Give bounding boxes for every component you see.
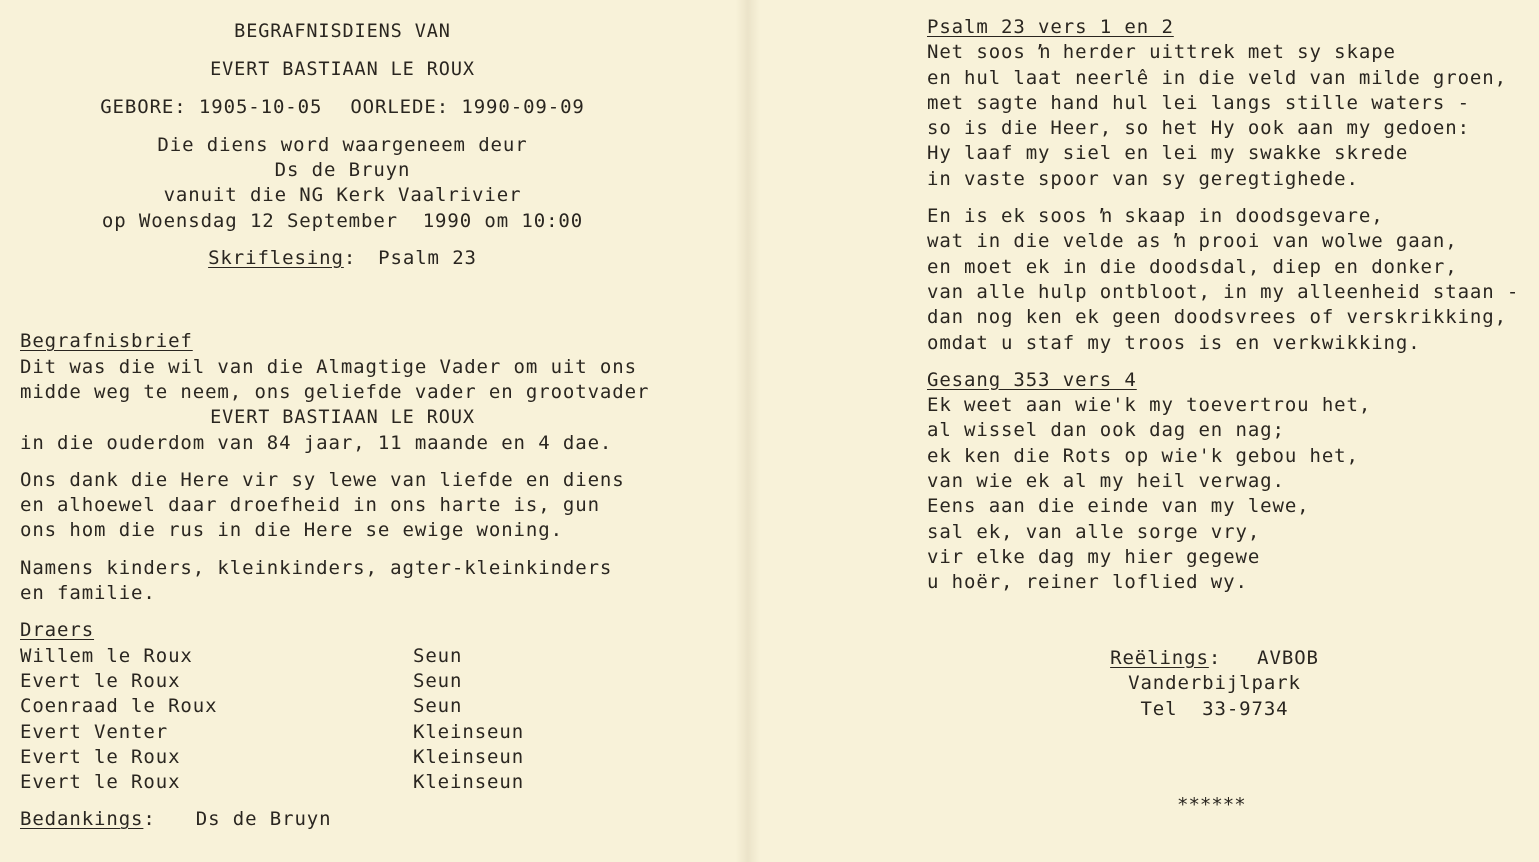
arrangements-value: AVBOB — [1257, 647, 1319, 669]
psalm-line: dan nog ken ek geen doodsvrees of verskrikking, — [927, 306, 1507, 329]
bearer-relation: Kleinseun — [413, 771, 525, 794]
birth-date: GEBORE: 1905-10-05 — [100, 95, 323, 118]
letter-line: Namens kinders, kleinkinders, agter-kleinkinders — [20, 556, 613, 579]
bearer-relation: Seun — [413, 695, 463, 718]
psalm-line: in vaste spoor van sy geregtighede. — [927, 167, 1359, 190]
bearer-relation: Kleinseun — [413, 745, 525, 768]
bearer-relation: Seun — [413, 644, 463, 667]
bearer-name: Evert Venter — [20, 720, 169, 743]
bearers-list — [20, 644, 725, 796]
thanks-value: Ds de Bruyn — [195, 808, 332, 831]
hymn-line: vir elke dag my hier gegewe — [927, 545, 1261, 568]
left-page — [20, 0, 725, 862]
letter-line: Dit was die wil van die Almagtige Vader om uit ons — [20, 355, 637, 378]
psalm-line: wat in die velde as ŉ prooi van wolwe gaan, — [927, 230, 1458, 253]
psalm-line: omdat u staf my troos is en verkwikking. — [927, 331, 1421, 354]
psalm-line: van alle hulp ontbloot, in my alleenheid staan - — [927, 280, 1520, 303]
hymn-line: Eens aan die einde van my lewe, — [927, 495, 1310, 518]
bearer-relation: Kleinseun — [413, 720, 525, 743]
letter-line: midde weg te neem, ons geliefde vader en grootvader — [20, 380, 650, 403]
service-line: vanuit die NG Kerk Vaalrivier — [163, 184, 522, 207]
arrangements-block — [1107, 646, 1322, 722]
arrangements-line — [1107, 646, 1322, 671]
psalm-line: Net soos ŉ herder uittrek met sy skape — [927, 41, 1396, 64]
hymn-line: u hoër, reiner loflied wy. — [927, 571, 1248, 594]
bearer-name: Evert le Roux — [20, 771, 181, 794]
funeral-letter-title: Begrafnisbrief — [20, 330, 193, 353]
thanks-sep: : — [143, 808, 156, 831]
end-mark: ****** — [1177, 794, 1246, 816]
scripture-reading-sep: : — [343, 247, 357, 270]
scripture-reading-label: Skriflesing — [208, 247, 344, 270]
arrangements-city: Vanderbijlpark — [1128, 672, 1301, 695]
letter-deceased-name: EVERT BASTIAAN LE ROUX — [210, 407, 475, 429]
hymn-line: Ek weet aan wie'k my toevertrou het, — [927, 394, 1372, 417]
psalm-line: so is die Heer, so het Hy ook aan my gedoen: — [927, 117, 1470, 140]
service-line: Die diens word waargeneem deur — [157, 133, 528, 156]
bearer-name: Evert le Roux — [20, 669, 181, 692]
hymn-line: al wissel dan ook dag en nag; — [927, 419, 1285, 442]
letter-line: en alhoewel daar droefheid in ons harte is, gun — [20, 494, 600, 517]
service-line: op Woensdag 12 September 1990 om 10:00 — [101, 209, 584, 232]
bearer-name: Coenraad le Roux — [20, 695, 218, 718]
thanks-line — [20, 807, 725, 832]
life-dates — [20, 95, 665, 120]
psalm-line: Hy laaf my siel en lei my swakke skrede — [927, 142, 1409, 165]
scripture-reading — [20, 246, 665, 271]
hymn-line: sal ek, van alle sorge vry, — [927, 520, 1261, 543]
service-line: Ds de Bruyn — [274, 159, 411, 182]
right-page — [927, 0, 1532, 862]
psalm-section — [927, 15, 1532, 356]
hymn-line: van wie ek al my heil verwag. — [927, 470, 1285, 493]
arrangements-label: Reëlings — [1110, 647, 1209, 669]
scripture-reading-value: Psalm 23 — [378, 247, 477, 270]
letter-line: in die ouderdom van 84 jaar, 11 maande en 4 dae. — [20, 431, 613, 454]
psalm-line: En is ek soos ŉ skaap in doodsgevare, — [927, 205, 1384, 228]
bearer-name: Evert le Roux — [20, 745, 181, 768]
hymn-line: ek ken die Rots op wie'k gebou het, — [927, 444, 1359, 467]
arrangements-phone: Tel 33-9734 — [1140, 697, 1289, 720]
psalm-line: en moet ek in die doodsdal, diep en donker, — [927, 255, 1458, 278]
bearers-section — [20, 618, 725, 795]
service-title: BEGRAFNISDIENS VAN — [234, 21, 451, 42]
thanks-label: Bedankings — [20, 808, 144, 831]
bearer-name: Willem le Roux — [20, 644, 193, 667]
death-date: OORLEDE: 1990-09-09 — [350, 95, 585, 118]
psalm-line: met sagte hand hul lei langs stille waters - — [927, 91, 1470, 114]
hymn-title: Gesang 353 vers 4 — [927, 368, 1137, 391]
psalm-line: en hul laat neerlê in die veld van milde groen, — [927, 66, 1507, 89]
letter-line: Ons dank die Here vir sy lewe van liefde en diens — [20, 468, 625, 491]
bearer-relation: Seun — [413, 669, 463, 692]
deceased-name: EVERT BASTIAAN LE ROUX — [210, 59, 475, 81]
letter-line: ons hom die rus in die Here se ewige woning. — [20, 519, 563, 542]
arrangements-sep: : — [1208, 647, 1222, 669]
psalm-title: Psalm 23 vers 1 en 2 — [927, 16, 1174, 38]
letter-line: en familie. — [20, 582, 156, 605]
bearers-title: Draers — [20, 619, 95, 642]
service-header — [20, 19, 665, 271]
service-details — [20, 133, 665, 234]
hymn-section — [927, 368, 1532, 596]
funeral-letter — [20, 329, 725, 606]
